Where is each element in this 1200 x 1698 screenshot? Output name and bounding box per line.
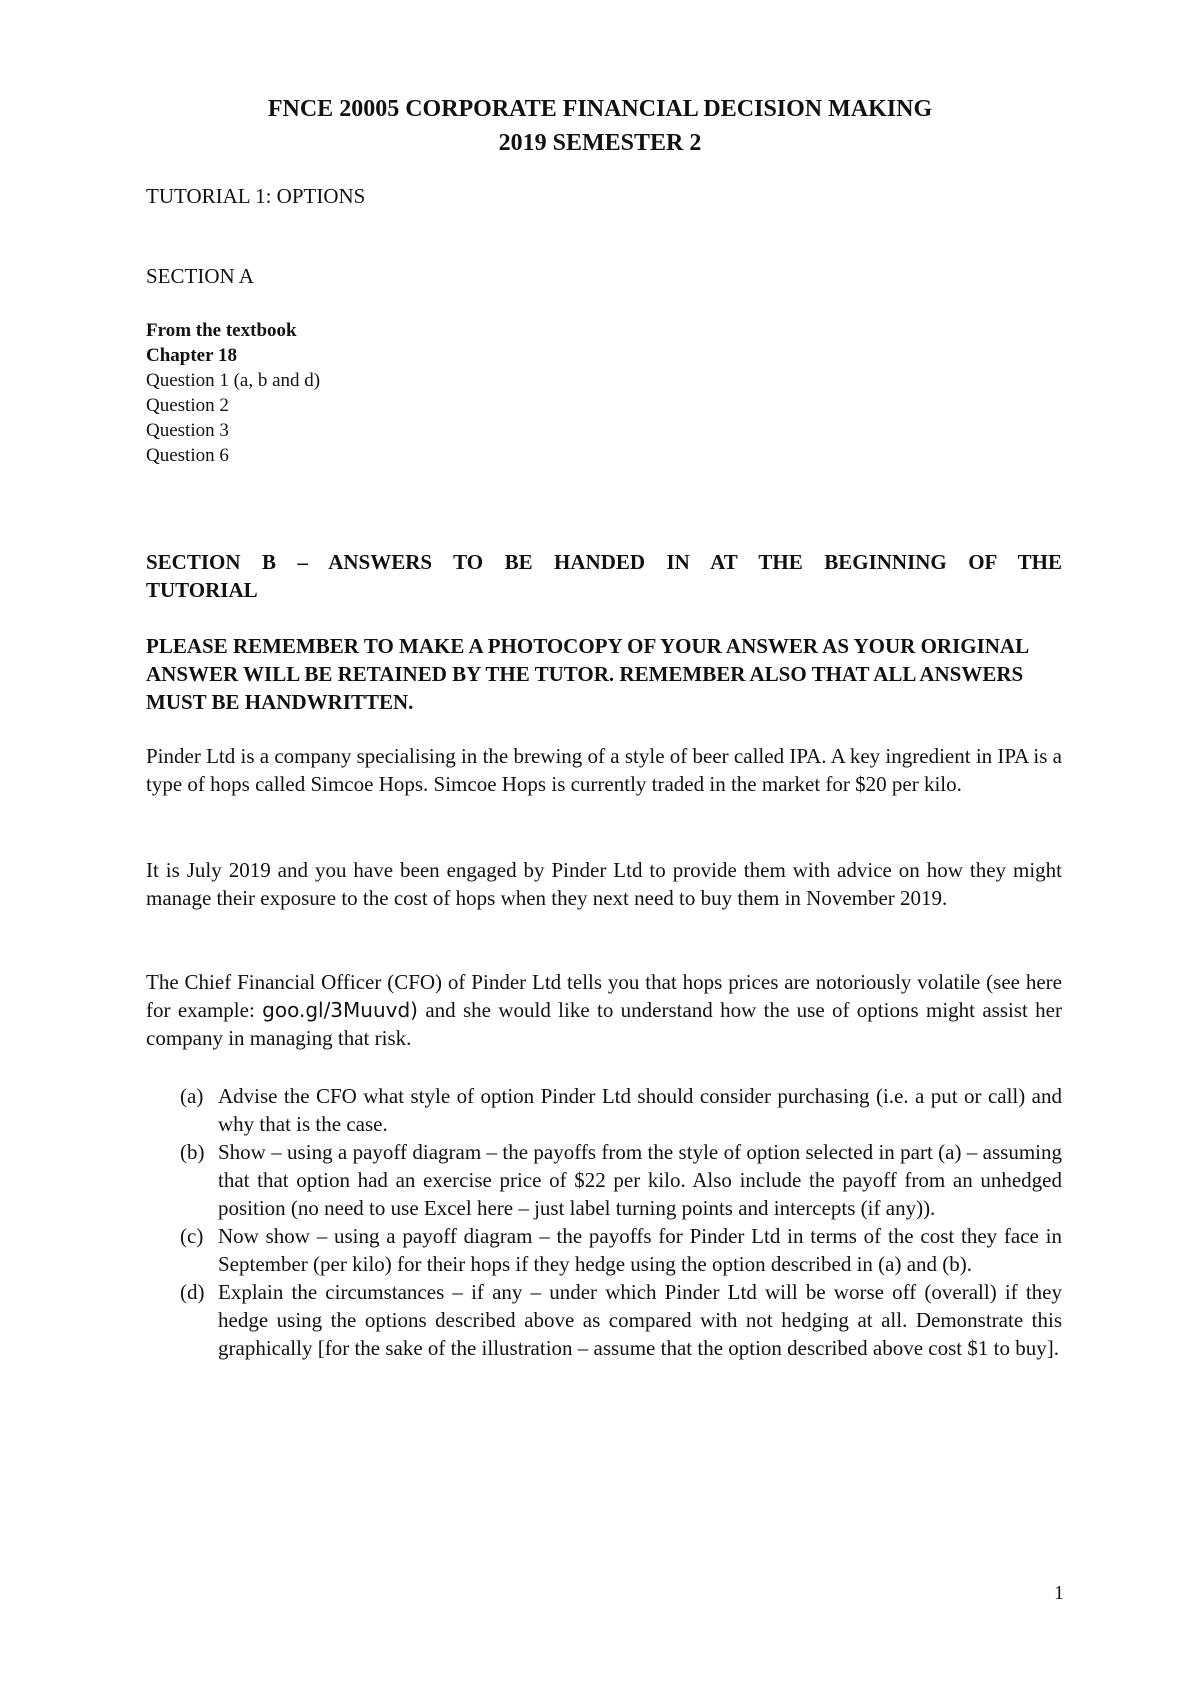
cfo-paragraph [146,968,1062,1052]
question-part-label: (b) [180,1140,205,1164]
question-part [180,1222,1062,1278]
question-part-label: (c) [180,1224,204,1248]
textbook-source: From the textbook [146,320,297,341]
question-item: Question 2 [146,395,229,416]
question-item: Question 1 (a, b and d) [146,370,321,391]
section-b-heading [146,548,1062,604]
question-part-text: Now show – using a payoff diagram – the payoffs for Pinder Ltd in terms of the cost they face in September (per kilo) for their hops if they hedge using the option described in (a) and (b). [218,1224,1062,1276]
intro-paragraph: Pinder Ltd is a company specialising in the brewing of a style of beer called IPA. A key ingredient in IPA is a type of hops called Simcoe Hops. Simcoe Hops is currently traded in the market for $20 per kilo. [146,744,1062,796]
photocopy-warning: PLEASE REMEMBER TO MAKE A PHOTOCOPY OF YOUR ANSWER AS YOUR ORIGINAL ANSWER WILL BE RETAINED BY THE TUTOR. REMEMBER ALSO THAT ALL ANSWERS MUST BE HANDWRITTEN. [146,634,1028,714]
question-part-label: (d) [180,1280,205,1304]
question-part-text: Show – using a payoff diagram – the payoffs from the style of option selected in part (a) – assuming that that option had an exercise price of $22 per kilo. Also include the payoff from an unhedged position (no need to use Excel here – just label turning points and intercepts (if any)). [218,1140,1062,1220]
page-number: 1 [1054,1582,1064,1604]
chapter-label: Chapter 18 [146,345,237,366]
example-link[interactable]: goo.gl/3Muuvd) [262,998,418,1022]
question-part [180,1082,1062,1138]
tutorial-title: TUTORIAL 1: OPTIONS [146,184,366,208]
engagement-paragraph: It is July 2019 and you have been engaged by Pinder Ltd to provide them with advice on how they might manage their exposure to the cost of hops when they next need to buy them in November 2019. [146,858,1062,910]
question-part [180,1138,1062,1222]
question-part-text: Explain the circumstances – if any – under which Pinder Ltd will be worse off (overall) if they hedge using the options described above as compared with not hedging at all. Demonstrate this graphically [for the sake of the illustration – assume that the option described above cost $1 to buy]. [218,1280,1062,1360]
course-title: FNCE 20005 CORPORATE FINANCIAL DECISION MAKING [267,96,933,122]
cfo-paragraph-end: and she would like to understand how the use of options might assist her company in managing that risk. [146,998,1062,1050]
question-part-text: Advise the CFO what style of option Pinder Ltd should consider purchasing (i.e. a put or call) and why that is the case. [218,1084,1062,1136]
question-item: Question 6 [146,445,229,466]
question-parts-list [180,1082,1062,1362]
question-part [180,1278,1062,1362]
section-b-heading-line1: SECTION B – ANSWERS TO BE HANDED IN AT THE BEGINNING OF THE [146,550,1062,574]
section-a-heading: SECTION A [146,264,254,288]
question-item: Question 3 [146,420,229,441]
cfo-paragraph-start: The Chief Financial Officer (CFO) of Pinder Ltd tells you that hops prices are notoriously volatile (see here for example: [146,970,1062,1022]
section-b-heading-line2: TUTORIAL [146,578,258,602]
semester-title: 2019 SEMESTER 2 [498,130,702,156]
question-part-label: (a) [180,1084,204,1108]
